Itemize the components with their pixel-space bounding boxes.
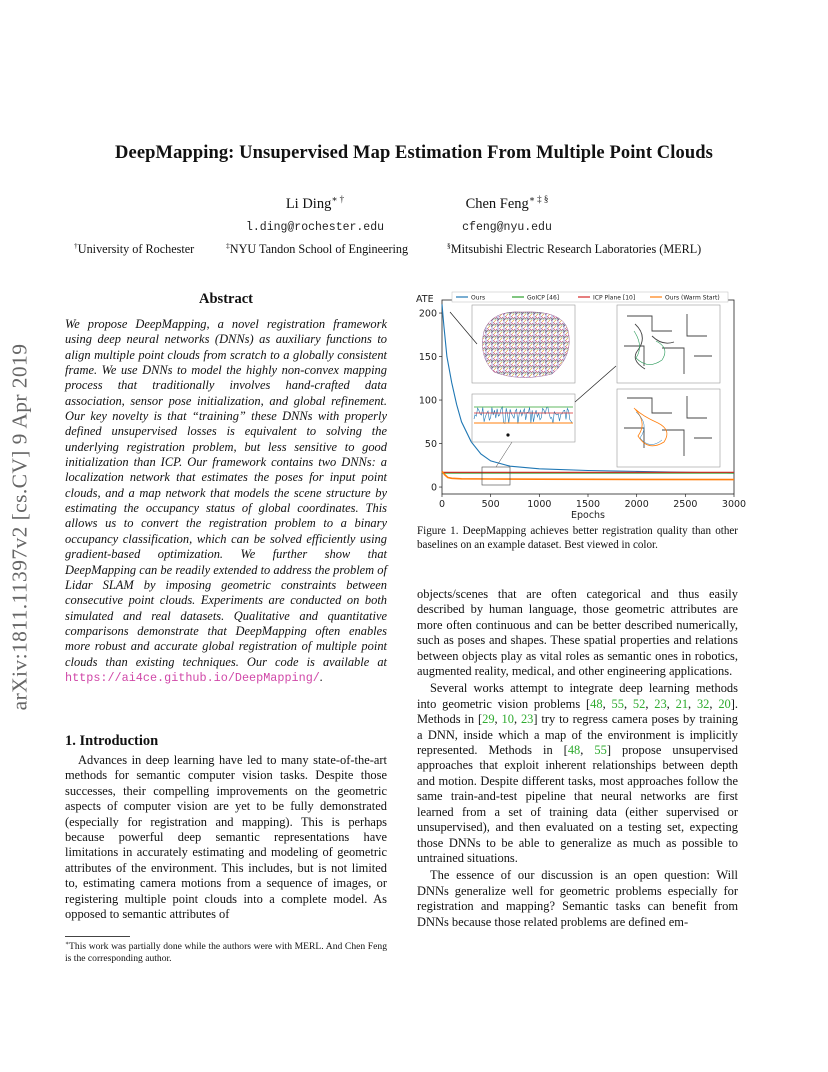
citation-link[interactable]: 10 bbox=[501, 712, 514, 727]
affiliation-2-mark: ‡ bbox=[226, 240, 230, 250]
x-tick-label: 3000 bbox=[721, 499, 747, 510]
affiliation-3-name: Mitsubishi Electric Research Laboratories (MERL) bbox=[450, 242, 702, 256]
intro-paragraph-2: Several works attempt to integrate deep learning methods into geometric vision problems [48, 55, 52, 23, 21, 32, 20]. Methods in [29, 10, 23] try to regress camera poses by training a DNN, inside which a map of the environment is implicitly represented. Methods in [48, 55] propose unsupervised approaches that exploit inherent relationships between depth and motion. Despite different tasks, most approaches follow the same train-and-test pipeline that neural networks are first learned from a set of training data (either supervised or unsupervised), and then evaluated on a testing set, expecting those DNNs to be able to generalize as much as possible to untrained situations. bbox=[417, 681, 739, 865]
zoom-connector bbox=[496, 442, 512, 467]
y-axis-label: ATE bbox=[416, 294, 434, 305]
p2-text-d: ] propose unsupervised approaches that exploit inherent relationships between depth and motion. Despite different tasks, most approaches follow the same train-and-test pipeline that neural networks are first learned from a set of training data (either supervised or unsupervised), and then evaluated on a testing set, expecting those DNNs to be able to generalize as much as possible to untrained situations. bbox=[417, 743, 739, 865]
citation-link[interactable]: 23 bbox=[520, 712, 534, 727]
x-tick-label: 1000 bbox=[527, 499, 552, 510]
affiliation-2-name: NYU Tandon School of Engineering bbox=[229, 242, 409, 256]
zoom-region-box bbox=[482, 467, 510, 485]
inset-zoom-frame bbox=[472, 394, 575, 442]
inset-zoom-marker bbox=[506, 433, 509, 436]
intro-right-column bbox=[417, 587, 738, 930]
citation-link[interactable]: 32 bbox=[696, 696, 710, 711]
citation-link[interactable]: 55 bbox=[594, 743, 607, 758]
legend-label-3: Ours (Warm Start) bbox=[665, 294, 720, 302]
legend-label-2: ICP Plane [10] bbox=[593, 294, 636, 302]
affiliation-1-mark: † bbox=[74, 240, 78, 250]
figure-1-caption: Figure 1. DeepMapping achieves better registration quality than other baselines on an example dataset. Best viewed in color. bbox=[417, 525, 738, 551]
author-2-name: Chen Feng bbox=[465, 196, 529, 212]
author-1 bbox=[240, 196, 390, 213]
arxiv-stamp bbox=[0, 294, 40, 759]
arxiv-id: arXiv:1811.11397v2 [cs.CV] 9 Apr 2019 bbox=[7, 343, 32, 710]
abstract-body bbox=[65, 317, 387, 686]
code-link[interactable]: https://ai4ce.github.io/DeepMapping/ bbox=[65, 670, 320, 685]
y-tick-label: 200 bbox=[418, 308, 437, 320]
affiliation-1-name: University of Rochester bbox=[77, 242, 195, 256]
author-1-email: l.ding@rochester.edu bbox=[245, 221, 385, 234]
intro-p1-continued: objects/scenes that are often categorical and thus easily described by human language, those geometric attributes are more often continuous and can be better described numerically, such as poses and shapes. These spatial properties and relations between objects play as vital roles as semantic ones in robotics, augmented reality, medical, and other engineering applications. bbox=[417, 587, 738, 679]
x-tick-label: 2500 bbox=[673, 499, 698, 510]
x-tick-label: 2000 bbox=[624, 499, 649, 510]
footnote-rule bbox=[65, 936, 130, 937]
author-2 bbox=[432, 196, 582, 213]
footnote-text: This work was partially done while the authors were with MERL. And Chen Feng is the corresponding author. bbox=[65, 941, 387, 964]
intro-paragraph-1 bbox=[65, 753, 387, 922]
x-axis-label: Epochs bbox=[570, 510, 606, 521]
x-tick-label: 500 bbox=[481, 499, 500, 510]
citation-link[interactable]: 21 bbox=[675, 696, 689, 711]
author-1-name: Li Ding bbox=[285, 196, 332, 212]
inset-top-left-scatter bbox=[482, 312, 569, 378]
p2-text-b: ]. Methods in [ bbox=[417, 696, 739, 727]
citation-link[interactable]: 55 bbox=[611, 696, 624, 711]
author-1-marks: ∗ † bbox=[331, 194, 345, 205]
affiliation-3 bbox=[447, 242, 701, 257]
footnote bbox=[65, 941, 387, 965]
citation-link[interactable]: 48 bbox=[567, 743, 581, 758]
y-tick-label: 100 bbox=[418, 395, 437, 407]
p2-text-a: Several works attempt to integrate deep learning methods into geometric vision problems [ bbox=[417, 681, 738, 711]
section-heading-introduction: 1. Introduction bbox=[65, 733, 159, 749]
citation-link[interactable]: 29 bbox=[482, 712, 495, 727]
legend-label-0: Ours bbox=[471, 294, 486, 302]
y-tick-label: 150 bbox=[418, 352, 437, 364]
affiliation-3-mark: § bbox=[447, 240, 451, 250]
affiliation-1 bbox=[74, 242, 194, 257]
citation-link[interactable]: 52 bbox=[632, 696, 646, 711]
intro-p1-text: Advances in deep learning have led to many state-of-the-art methods for semantic computer vision tasks. Despite those successes, their compelling improvements on the geometric aspects of computer vision are yet to be fully demonstrated (especially for registration and mapping). This is perhaps because powerful deep semantic representations have limitations in accurately estimating and modeling of geometric attributes of the environment. This includes, but is not limited to, estimating camera motions from a sequence of images, or registering multiple point clouds into a complete model. As opposed to semantic attributes of bbox=[65, 753, 387, 922]
inset-panels bbox=[450, 305, 720, 485]
abstract-heading: Abstract bbox=[199, 291, 253, 307]
affiliation-2 bbox=[226, 242, 408, 257]
citation-link[interactable]: 23 bbox=[654, 696, 667, 711]
legend-label-1: GoICP [46] bbox=[527, 294, 560, 302]
inset-top-right-frame bbox=[617, 305, 720, 383]
citation-link[interactable]: 48 bbox=[590, 696, 603, 711]
y-tick-label: 50 bbox=[424, 439, 437, 451]
y-tick-label: 0 bbox=[430, 482, 437, 494]
abstract-text: We propose DeepMapping, a novel registration framework using deep neural networks (DNNs) as auxiliary functions to align multiple point clouds from scratch to a globally consistent frame. We use DNNs to model the highly non-convex mapping process that traditionally involves hand-crafted data association, sensor pose initialization, and global refinement. Our key novelty is that “training” these DNNs with properly defined unsupervised losses is equivalent to solving the underlying registration problem, but less sensitive to good initialization than ICP. Our framework contains two DNNs: a localization network that estimates the poses for input point clouds, and a map network that models the scene structure by estimating the occupancy status of global coordinates. This allows us to convert the registration problem to a binary occupancy classification, which can be solved efficiently using gradient-based optimization. We further show that DeepMapping can be readily extended to address the problem of Lidar SLAM by imposing geometric constraints between consecutive point clouds. Experiments are conducted on both simulated and real datasets. Qualitative and quantitative comparisons demonstrate that DeepMapping often enables more robust and accurate global registration of multiple point clouds than existing techniques. Our code is available at bbox=[65, 317, 387, 669]
legend bbox=[452, 292, 728, 302]
author-2-marks: ∗ ‡ § bbox=[528, 194, 549, 205]
x-tick-label: 1500 bbox=[575, 499, 601, 510]
abstract-end: . bbox=[319, 669, 323, 684]
inset-pointer-2 bbox=[575, 366, 616, 402]
x-tick-label: 0 bbox=[438, 499, 446, 510]
author-2-email: cfeng@nyu.edu bbox=[462, 221, 552, 234]
p2-text-c: ] try to regress camera poses by training a DNN, inside which a map of the environment is implicitly represented. Methods in [ bbox=[417, 712, 738, 758]
footnote-mark: ∗ bbox=[65, 940, 70, 947]
intro-paragraph-3: The essence of our discussion is an open question: Will DNNs generalize well for geometric problems especially for registration and mapping? Semantic tasks can benefit from DNNs because those related problems are defined em- bbox=[417, 868, 738, 929]
ate-chart bbox=[412, 286, 747, 521]
figure-1 bbox=[412, 286, 747, 521]
paper-title: DeepMapping: Unsupervised Map Estimation From Multiple Point Clouds bbox=[115, 143, 713, 163]
citation-link[interactable]: 20 bbox=[718, 696, 731, 711]
